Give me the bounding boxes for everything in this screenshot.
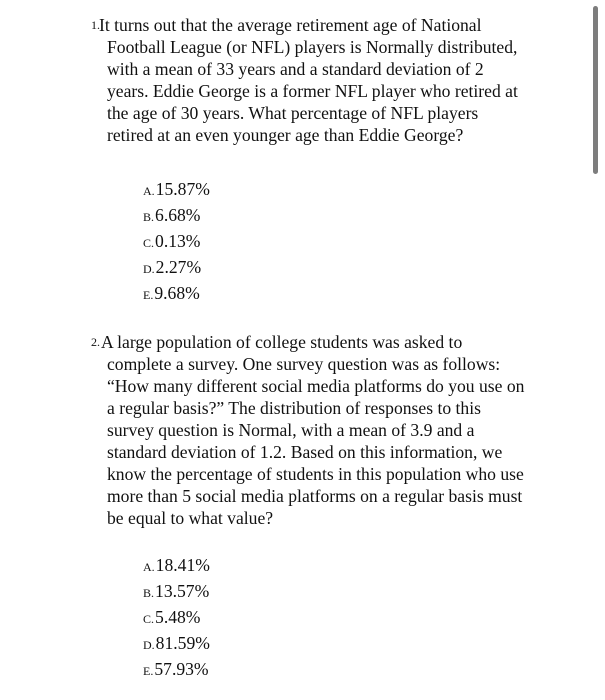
choice-value: 57.93% [154,659,209,679]
choice-letter: C. [143,236,155,250]
question-number: 1. [91,18,100,32]
answer-choice-a[interactable] [143,552,343,578]
question-text [101,331,557,529]
answer-choice-d[interactable] [143,630,343,656]
question-line: Football League (or NFL) players is Normally distributed, [107,37,518,57]
choice-value: 0.13% [155,231,201,251]
question-line: know the percentage of students in this population who use [107,464,524,484]
choice-value: 5.48% [155,607,201,627]
choice-letter: B. [143,586,155,600]
question-line: the age of 30 years. What percentage of NFL players [107,103,479,123]
choice-value: 2.27% [155,257,202,277]
answer-choice-d[interactable] [143,254,343,280]
question-line: “How many different social media platforms do you use on [107,376,525,396]
question-line: survey question is Normal, with a mean of 3.9 and a [107,420,475,440]
question-line: years. Eddie George is a former NFL player who retired at [107,81,518,101]
question-line: complete a survey. One survey question was as follows: [107,354,501,374]
choice-value: 13.57% [155,581,210,601]
answer-choice-c[interactable] [143,604,343,630]
choice-letter: E. [143,288,154,302]
vertical-scrollbar[interactable] [593,6,598,174]
question-line: a regular basis?” The distribution of responses to this [107,398,481,418]
question-line: It turns out that the average retirement age of National [99,15,482,35]
question-line: more than 5 social media platforms on a regular basis must [107,486,523,506]
choice-value: 9.68% [154,283,200,303]
choice-value: 81.59% [155,633,210,653]
question-line: A large population of college students was asked to [101,332,463,352]
choice-letter: C. [143,612,155,626]
question-line: be equal to what value? [107,508,274,528]
choice-value: 15.87% [155,179,210,199]
choice-letter: B. [143,210,155,224]
choice-letter: A. [143,184,155,198]
question-line: standard deviation of 1.2. Based on this information, we [107,442,503,462]
choice-value: 6.68% [155,205,201,225]
answer-choice-b[interactable] [143,202,343,228]
choice-value: 18.41% [155,555,210,575]
choice-letter: A. [143,560,155,574]
choice-letter: E. [143,664,154,678]
question-line: retired at an even younger age than Eddie George? [107,125,464,145]
answer-choice-c[interactable] [143,228,343,254]
question-line: with a mean of 33 years and a standard deviation of 2 [107,59,484,79]
answer-choice-b[interactable] [143,578,343,604]
answer-choices [143,552,343,682]
question-text [99,14,557,146]
answer-choice-e[interactable] [143,656,343,682]
choice-letter: D. [143,262,155,276]
answer-choices [143,176,343,306]
question-number: 2. [91,335,100,349]
answer-choice-a[interactable] [143,176,343,202]
answer-choice-e[interactable] [143,280,343,306]
choice-letter: D. [143,638,155,652]
